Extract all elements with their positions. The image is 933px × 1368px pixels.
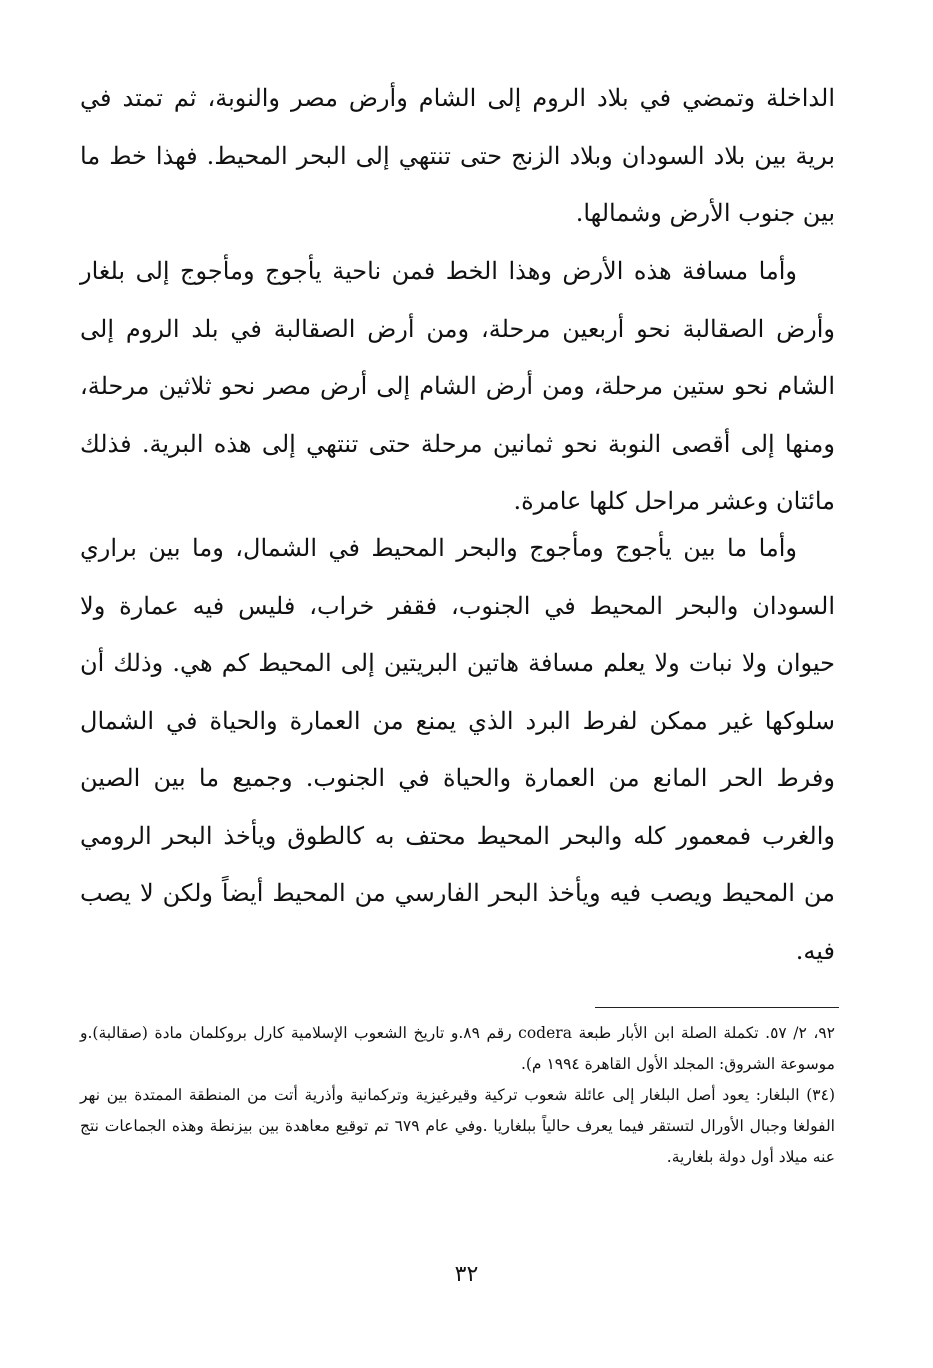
- body-paragraph-2: وأما مسافة هذه الأرض وهذا الخط فمن ناحية يأجوج ومأجوج إلى بلغار وأرض الصقالبة نحو أربعين مرحلة، ومن أرض الصقالبة في بلد الروم إلى الشام نحو ستين مرحلة، ومن أرض الشام إلى أرض مصر نحو ثلاثين مرحلة، ومنها إلى أقصى النوبة نحو ثمانين مرحلة حتى تنتهي إلى هذه البرية. فذلك مائتان وعشر مراحل كلها عامرة.: [80, 257, 835, 515]
- footnotes-section: [80, 1018, 835, 1173]
- page-number: ٣٢: [454, 1262, 479, 1287]
- footnote-separator: [595, 1007, 839, 1008]
- body-paragraph-1: الداخلة وتمضي في بلاد الروم إلى الشام وأرض مصر والنوبة، ثم تمتد في برية بين بلاد السودان وبلاد الزنج حتى تنتهي إلى البحر المحيط. فهذا خط ما بين جنوب الأرض وشمالها.: [80, 84, 835, 227]
- footnote-1: ٩٢، ٢/ ٥٧. تكملة الصلة ابن الأبار طبعة codera رقم ٨٩.و تاريخ الشعوب الإسلامية كارل بروكلمان مادة (صقالبة).و موسوعة الشروق: المجلد الأول القاهرة ١٩٩٤ م).: [80, 1024, 835, 1073]
- footnote-2: (٣٤) البلغار: يعود أصل البلغار إلى عائلة شعوب تركية وقيرغيزية وتركمانية وأذرية أتت من المنطقة الممتدة بين نهر الفولغا وجبال الأورال لتستقر فيما يعرف حالياً ببلغاريا .وفي عام ٦٧٩ تم توقيع معاهدة بين بيزنطة وهذه الجماعات نتج عنه ميلاد أول دولة بلغارية.: [80, 1086, 835, 1166]
- body-paragraph-3: وأما ما بين يأجوج ومأجوج والبحر المحيط في الشمال، وما بين براري السودان والبحر المحيط في الجنوب، فقفر خراب، فليس فيه عمارة ولا حيوان ولا نبات ولا يعلم مسافة هاتين البريتين إلى المحيط كم هي. وذلك أن سلوكها غير ممكن لفرط البرد الذي يمنع من العمارة والحياة في الشمال وفرط الحر المانع من العمارة والحياة في الجنوب. وجميع ما بين الصين والغرب فمعمور كله والبحر المحيط محتف به كالطوق ويأخذ البحر الرومي من المحيط ويصب فيه ويأخذ البحر الفارسي من المحيط أيضاً ولكن لا يصب فيه.: [80, 534, 835, 965]
